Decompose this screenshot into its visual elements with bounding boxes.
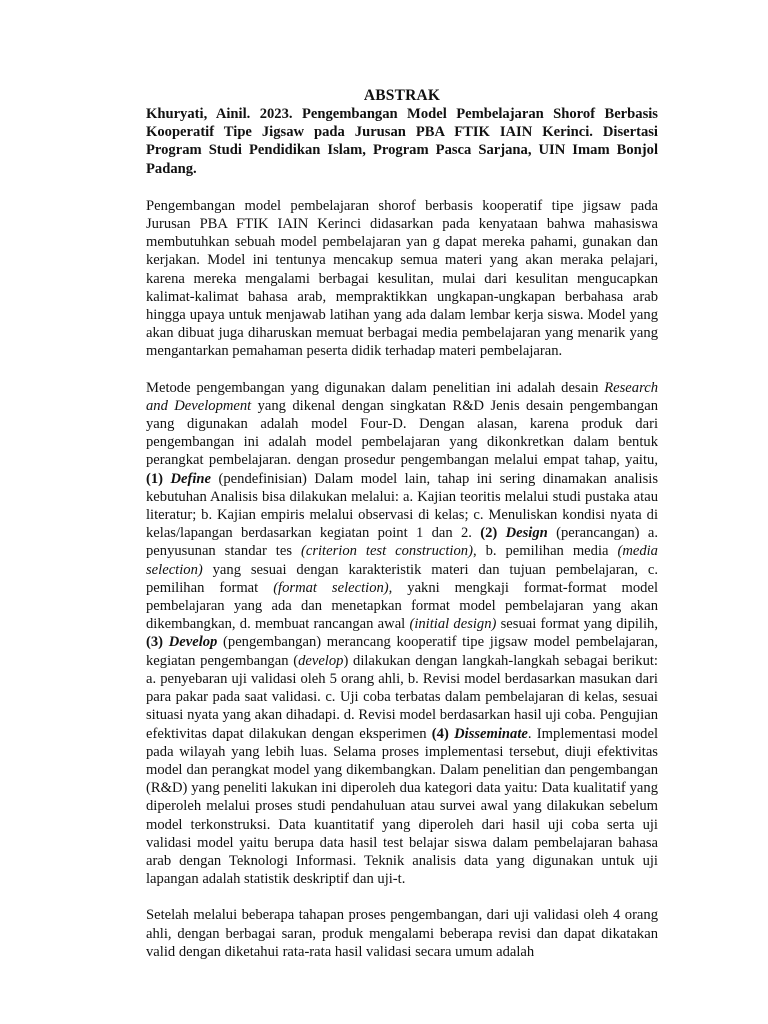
text-segment: (media selection) — [146, 543, 658, 578]
text-segment: Setelah melalui beberapa tahapan proses pengembangan, dari uji validasi oleh 4 orang ahli, dengan berbagai saran, produk mengalami beberapa revisi dan dapat dikatakan valid dengan diketahui rata-rata hasil validasi secara umum adalah — [146, 907, 658, 960]
text-segment: ) dilakukan dengan langkah-langkah sebagai berikut: a. penyebaran uji validasi oleh 5 orang ahli, b. Revisi model berdasarkan masukan dari para pakar pada saat validasi. c. Uji coba terbatas dalam pembelajaran di kelas, sesuai situasi nyata yang akan dihadapi. d. Revisi model berdasarkan hasil uji coba. Pengujian efektivitas dapat dilakukan dengan eksperimen — [146, 652, 658, 742]
abstract-paragraph-1 — [146, 197, 658, 361]
text-segment: develop — [298, 652, 344, 669]
text-segment: (criterion test construction) — [300, 543, 473, 560]
text-segment: (format selection), — [273, 579, 393, 596]
text-segment: Metode pengembangan yang digunakan dalam penelitian ini adalah desain — [146, 379, 605, 396]
citation-heading: Khuryati, Ainil. 2023. Pengembangan Model Pembelajaran Shorof Berbasis Kooperatif Tipe Jigsaw pada Jurusan PBA FTIK IAIN Kerinci. Disertasi Program Studi Pendidikan Islam, Program Pasca Sarjana, UIN Imam Bonjol Padang. — [146, 106, 658, 177]
text-segment: . Implementasi model pada wilayah yang lebih luas. Selama proses implementasi tersebut, diuji efektivitas model dan perangkat model yang dikembangkan. Dalam penelitian dan pengembangan (R&D) yang peneliti lakukan ini diperoleh dua kategori data yaitu: Data kualitatif yang diperoleh melalui proses studi pendahuluan atau survei awal yang dilakukan sebelum model terkonstruksi. Data kuantitatif yang diperoleh dari hasil uji coba serta uji validasi model yaitu berupa data hasil test belajar siswa dalam pembelajaran bahasa arab dengan Teknologi Informasi. Teknik analisis data yang digunakan untuk uji lapangan adalah statistik deskriptif dan uji-t. — [146, 725, 659, 888]
text-segment: (perancangan) a. penyusunan standar tes — [146, 525, 658, 560]
abstract-paragraph-3 — [146, 906, 658, 961]
text-segment: (1) — [146, 470, 171, 487]
text-segment: Disseminate — [454, 725, 528, 742]
text-segment: Define — [170, 470, 212, 487]
abstract-paragraph-2 — [146, 379, 658, 889]
text-segment: yang sesuai dengan karakteristik materi dan tujuan pembelajaran, c. pemilihan format — [146, 561, 658, 596]
abstract-page — [146, 86, 658, 961]
text-segment: (3) — [146, 634, 169, 651]
text-segment: (4) — [431, 725, 455, 742]
text-segment: ( — [211, 470, 224, 487]
text-segment: Pengembangan model pembelajaran shorof berbasis kooperatif tipe jigsaw pada Jurusan PBA FTIK IAIN Kerinci didasarkan pada kenyataan bahwa mahasiswa membutuhkan sebuah model pembelajaran yan g dapat mereka pahami, gunakan dan kerjakan. Model ini tentunya mencakup semua materi yang akan meraka pelajari, karena mereka mengalami berbagai kesulitan, mulai dari kesulitan mengucapkan kalimat-kalimat bahasa arab, mempraktikkan ungkapan-ungkapan berbahasa arab hingga upaya untuk menjawab latihan yang ada dalam lembar kerja siswa. Model yang akan dibuat juga diharuskan memuat berbagai media pembelajaran yang menarik yang mengantarkan pemahaman peserta didik terhadap materi pembelajaran. — [146, 197, 658, 360]
text-segment: sesuai format yang dipilih, — [496, 616, 658, 633]
text-segment: (initial design) — [409, 616, 497, 633]
text-segment: yang dikenal dengan singkatan R&D Jenis desain pengembangan yang digunakan adalah model Four-D. Dengan alasan, karena produk dari pengembangan ini adalah model pembelajaran yang dikonkretkan dalam bentuk perangkat pembelajaran. dengan prosedur pengembangan melalui empat tahap, yaitu, — [146, 397, 658, 469]
text-segment: (pengembangan) merancang kooperatif tipe jigsaw model pembelajaran, kegiatan pengembangan ( — [146, 634, 658, 669]
text-segment: pendefinisian) Dalam model lain, tahap ini sering dinamakan analisis kebutuhan Analisis bisa dilakukan melalui: a. Kajian teoritis melalui studi pustaka atau literatur; b. Kajian empiris melalui observasi di kelas; c. Menuliskan kondisi nyata di kelas/lapangan berdasarkan kegiatan point 1 dan 2. — [146, 470, 659, 542]
text-segment: (2) — [480, 525, 506, 542]
text-segment: , b. pemilihan media — [472, 543, 618, 560]
text-segment: yakni mengkaji format-format model pembelajaran yang ada dan menetapkan format model pembelajaran yang akan dikembangkan, d. membuat rancangan awal — [146, 579, 659, 633]
text-segment: Design — [505, 525, 548, 542]
text-segment: Develop — [168, 634, 218, 651]
abstract-title: ABSTRAK — [363, 87, 441, 104]
text-segment: Research and Development — [146, 379, 658, 414]
